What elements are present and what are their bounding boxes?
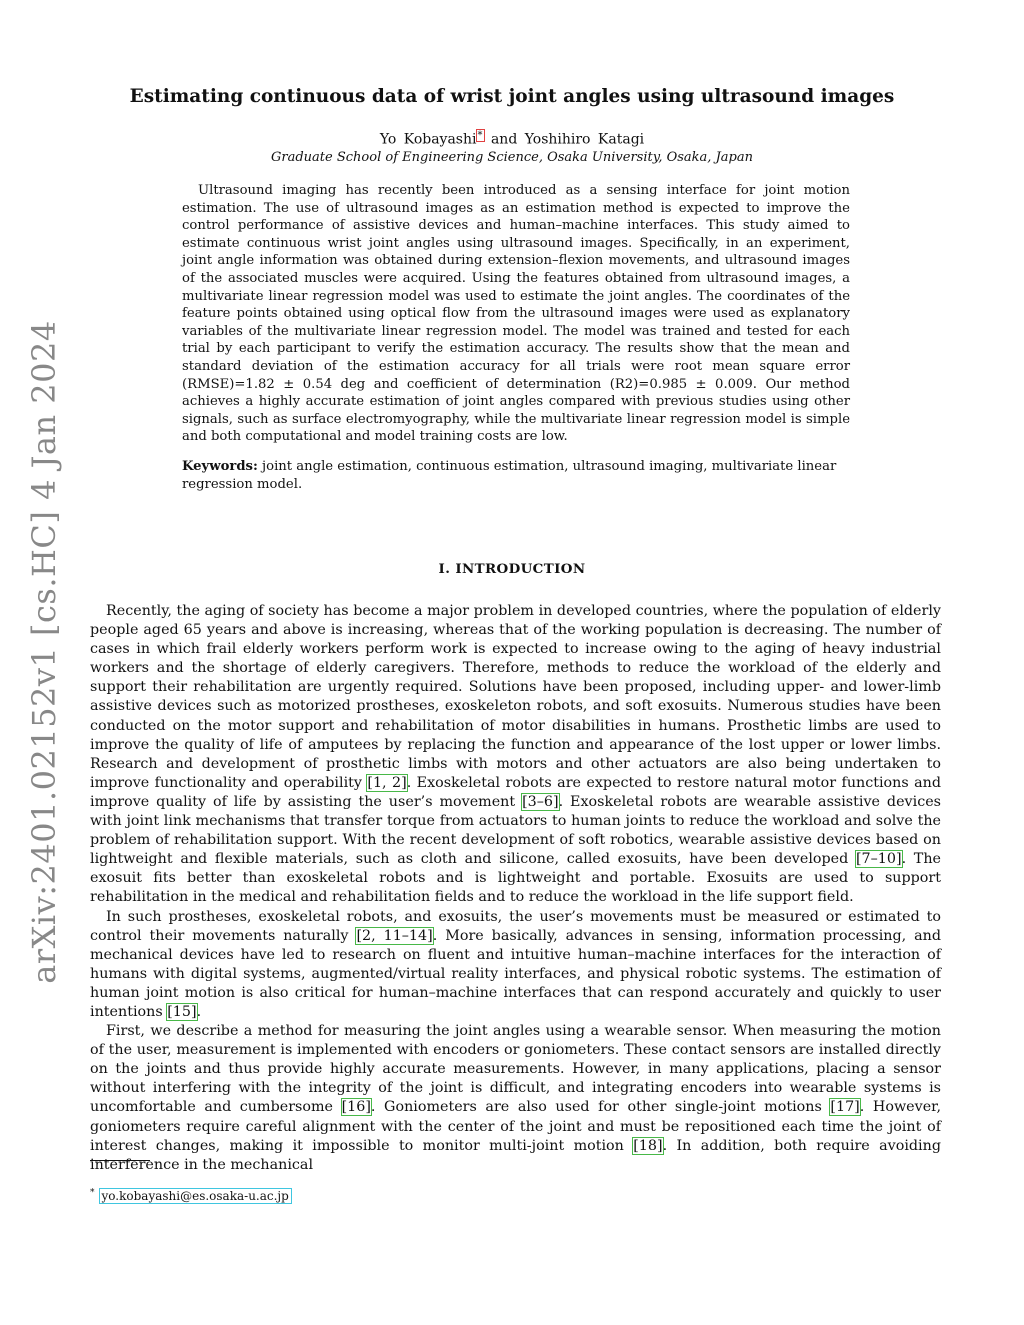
paragraph-text: . However, goniometers require careful alignment with the center of the joint and must be repositioned each time the joint of interest changes, making it impossible to monitor multi-joint motion (90, 1099, 941, 1154)
paragraph-text: Recently, the aging of society has become a major problem in developed countries, where the population of elderly people aged 65 years and above is increasing, whereas that of the working population is decreasing. The number of cases in which frail elderly workers perform work is expected to increase owing to the aging of heavy industrial workers and the shortage of elderly caregivers. Therefore, methods to reduce the workload of the elderly and support their rehabilitation are urgently required. Solutions have been proposed, including upper- and lower-limb assistive devices such as motorized prostheses, exoskeleton robots, and soft exosuits. Numerous studies have been conducted on the motor support and rehabilitation of motor disabilities in humans. Prosthetic limbs are used to improve the quality of life of amputees by replacing the function and appearance of the lost upper or lower limbs. Research and development of prosthetic limbs with motors and other actuators are also being undertaken to improve functionality and operability (90, 603, 941, 791)
paragraph (90, 1022, 941, 1175)
citation-link[interactable]: [1, 2] (367, 774, 407, 791)
paragraph-text: In such prostheses, exoskeletal robots, and exosuits, the user’s movements must be measured or estimated to control their movements naturally (90, 908, 941, 944)
paragraph-text: . The exosuit fits better than exoskeletal robots and is lightweight and portable. Exosuits are used to support rehabilitation in the medical and rehabilitation fields and to reduce the workload in the life support field. (90, 851, 941, 906)
paragraph-text: . (196, 1003, 202, 1020)
footnote-rule (90, 1160, 150, 1161)
abstract-text: Ultrasound imaging has recently been introduced as a sensing interface for joint motion estimation. The use of ultrasound images as an estimation method is expected to improve the control performance of assistive devices and human–machine interfaces. This study aimed to estimate continuous wrist joint angles using ultrasound images. Specifically, in an experiment, joint angle information was obtained during extension–flexion movements, and ultrasound images of the associated muscles were acquired. Using the features obtained from ultrasound images, a multivariate linear regression model was used to estimate the joint angles. The coordinates of the feature points obtained using optical flow from the ultrasound images were used as explanatory variables of the multivariate linear regression model. The model was trained and tested for each trial by each participant to verify the estimation accuracy. The results show that the mean and standard deviation of the estimation accuracy for all trials were root mean square error (RMSE)=1.82 ± 0.54 deg and coefficient of determination (R2)=0.985 ± 0.009. Our method achieves a highly accurate estimation of joint angles compared with previous studies using other signals, such as surface electromyography, while the multivariate linear regression model is simple and both computational and model training costs are low. (182, 183, 850, 445)
section-heading: I. INTRODUCTION (438, 561, 586, 577)
arxiv-id: arXiv:2401.02152v1 [cs.HC] 4 Jan 2024 (25, 320, 63, 984)
paragraph-text: . Exoskeletal robots are expected to restore natural motor functions and improve quality of life by assisting the user’s movement (90, 774, 941, 810)
paragraph-text: . More basically, advances in sensing, information processing, and mechanical devices have led to research on fluent and intuitive human–machine interfaces for the interaction of humans with digital systems, augmented/virtual reality interfaces, and physical robotic systems. The estimation of human joint motion is also critical for human–machine interfaces that can respond accurately and quickly to user intentions (90, 927, 942, 1020)
paragraph-text: . Exoskeletal robots are wearable assistive devices with joint link mechanisms that transfer torque from actuators to human joints to reduce the workload and solve the problem of rehabilitation support. With the recent development of soft robotics, wearable assistive devices based on lightweight and flexible materials, such as cloth and silicone, called exosuits, have been developed (90, 793, 941, 868)
author-line (0, 130, 1024, 148)
citation-link[interactable]: [2, 11–14] (356, 927, 433, 944)
footnote-mark: * (90, 1188, 95, 1198)
citation-link[interactable]: [16] (341, 1099, 371, 1116)
keywords-text: joint angle estimation, continuous estimation, ultrasound imaging, multivariate linear regression model. (182, 459, 837, 492)
paragraph (90, 908, 941, 1023)
affiliation: Graduate School of Engineering Science, Osaka University, Osaka, Japan (271, 150, 753, 165)
keywords-label: Keywords: (182, 459, 258, 474)
paragraph-text: . In addition, both require avoiding interference in the mechanical (90, 1137, 941, 1173)
introduction-body (90, 602, 941, 1175)
email-link[interactable]: yo.kobayashi@es.osaka-u.ac.jp (101, 1189, 289, 1203)
footnote (90, 1188, 291, 1203)
author-1: Yo Kobayashi (379, 131, 477, 148)
paragraph (90, 602, 941, 908)
footnote-link[interactable]: * (477, 130, 483, 141)
arxiv-sidebar-stamp (14, 320, 74, 984)
citation-link[interactable]: [18] (633, 1137, 663, 1154)
citation-link[interactable]: [7–10] (855, 851, 902, 868)
citation-link[interactable]: [3–6] (522, 793, 559, 810)
citation-link[interactable]: [15] (167, 1003, 197, 1020)
citation-link[interactable]: [17] (830, 1099, 860, 1116)
paragraph-text: First, we describe a method for measuring the joint angles using a wearable sensor. When measuring the motion of the user, measurement is implemented with encoders or goniometers. These contact sensors are installed directly on the joints and thus provide highly accurate measurements. However, in many applications, placing a sensor without interfering with the integrity of the joint is difficult, and integrating encoders into wearable systems is uncomfortable and cumbersome (90, 1023, 941, 1116)
author-separator: and (483, 131, 525, 148)
keywords (182, 458, 850, 493)
author-2: Yoshihiro Katagi (524, 131, 645, 148)
paper-title: Estimating continuous data of wrist joint angles using ultrasound images (129, 86, 895, 107)
paragraph-text: . Goniometers are also used for other single-joint motions (370, 1099, 831, 1116)
abstract (182, 182, 850, 446)
